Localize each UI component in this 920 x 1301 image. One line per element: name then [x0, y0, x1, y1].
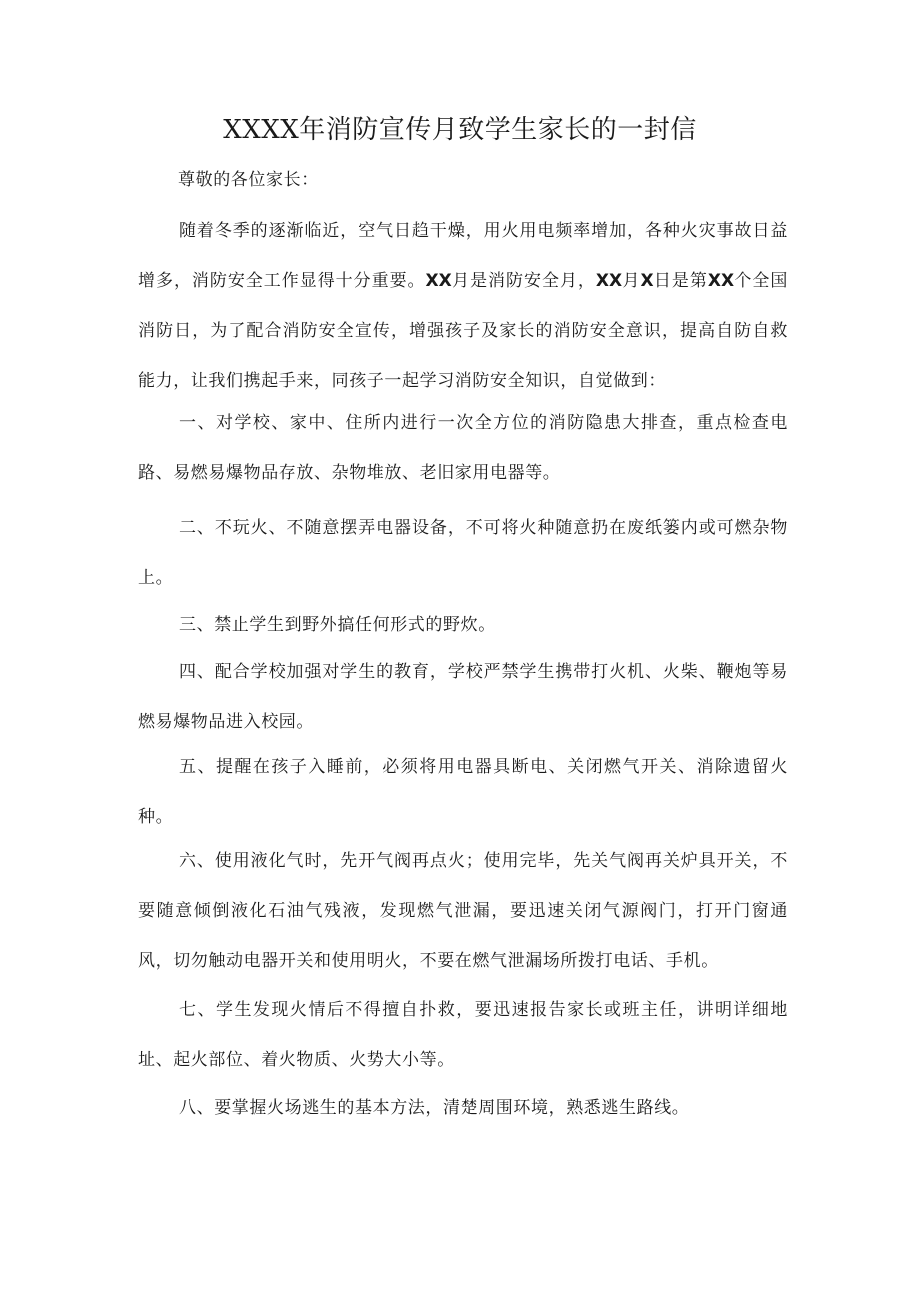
intro-text-3: 月 [622, 271, 641, 291]
intro-text-4: 日是第 [653, 271, 708, 291]
intro-text-2: 月是消防安全月， [451, 271, 596, 291]
list-item: 一、对学校、家中、住所内进行一次全方位的消防隐患大排查，重点检查电路、易燃易爆物品存放、杂物堆放、老旧家用电器等。 [138, 413, 788, 483]
intro-text-5: 个全国消防日，为了配合消防安全宣传，增强孩子及家长的消防安全意识，提高自防自救能力，让我们携起手来，同孩子一起学习消防安全知识，自觉做到： [138, 271, 788, 391]
count-placeholder: XX [707, 271, 735, 291]
salutation: 尊敬的各位家长： [178, 170, 319, 190]
month-placeholder-2: XX [595, 271, 623, 291]
list-item: 七、学生发现火情后不得擅自扑救，要迅速报告家长或班主任，讲明详细地址、起火部位、着火物质、火势大小等。 [138, 1000, 788, 1070]
list-item: 二、不玩火、不随意摆弄电器设备，不可将火种随意扔在废纸篓内或可燃杂物上。 [138, 518, 788, 588]
intro-paragraph [138, 206, 788, 406]
day-placeholder: X [640, 271, 654, 291]
list-item: 三、禁止学生到野外搞任何形式的野炊。 [179, 615, 496, 635]
intro-text-1: 随着冬季的逐渐临近，空气日趋干燥，用火用电频率增加，各种火灾事故日益增多，消防安全工作显得十分重要。 [138, 221, 788, 291]
list-item: 六、使用液化气时，先开气阀再点火；使用完毕，先关气阀再关炉具开关，不要随意倾倒液化石油气残液，发现燃气泄漏，要迅速关闭气源阀门，打开门窗通风，切勿触动电器开关和使用明火，不要在燃气泄漏场所拨打电话、手机。 [138, 851, 788, 971]
list-item: 八、要掌握火场逃生的基本方法，清楚周围环境，熟悉逃生路线。 [179, 1098, 690, 1118]
list-item: 四、配合学校加强对学生的教育，学校严禁学生携带打火机、火柴、鞭炮等易燃易爆物品进入校园。 [138, 662, 788, 732]
list-item: 五、提醒在孩子入睡前，必须将用电器具断电、关闭燃气开关、消除遗留火种。 [138, 757, 788, 827]
document-title: XXXX年消防宣传月致学生家长的一封信 [223, 115, 697, 145]
month-placeholder: XX [425, 271, 452, 291]
